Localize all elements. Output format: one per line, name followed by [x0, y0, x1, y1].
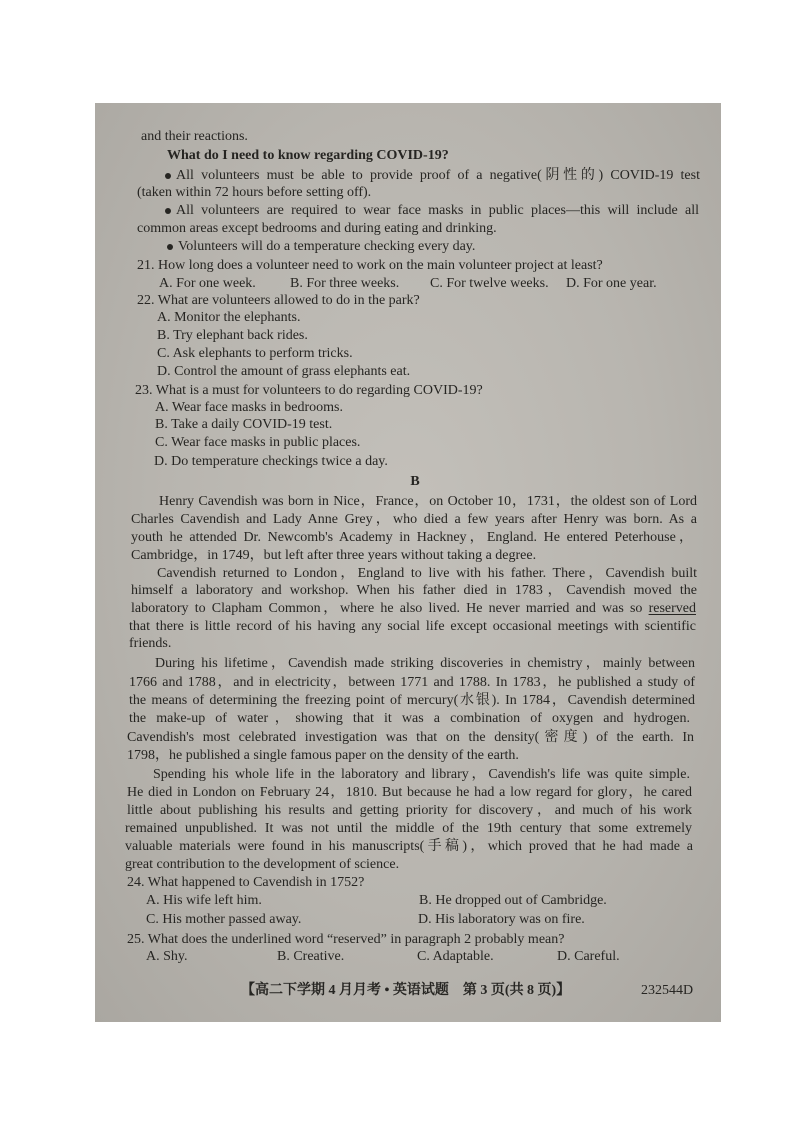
covid-bullet-2-line-1: All volunteers are required to wear face masks in public places—this will include all — [176, 203, 699, 218]
section-b-label: B — [410, 474, 420, 489]
question-23-option-c: C. Wear face masks in public places. — [155, 435, 361, 450]
bullet-icon — [165, 208, 171, 214]
question-23-option-b: B. Take a daily COVID-19 test. — [155, 417, 333, 432]
passage-b-p4-line-3: little about publishing his results and getting priority for discovery，and much of his work — [127, 803, 692, 818]
passage-b-p2-line-3-text: laboratory to Clapham Common，where he also lived. He never married and was so — [131, 601, 649, 616]
paper-code: 232544D — [641, 983, 694, 998]
passage-b-p1-line-3: youth he attended Dr. Newcomb's Academy in Hackney，England. He entered Peterhouse， — [131, 530, 693, 545]
question-23-option-a: A. Wear face masks in bedrooms. — [155, 400, 343, 415]
covid-bullet-1-line-2: (taken within 72 hours before setting off). — [137, 185, 372, 200]
question-25-option-b: B. Creative. — [277, 949, 345, 964]
question-22-option-c: C. Ask elephants to perform tricks. — [157, 346, 353, 361]
question-22-option-a: A. Monitor the elephants. — [157, 310, 301, 325]
question-23-stem: 23. What is a must for volunteers to do regarding COVID-19? — [135, 383, 483, 398]
question-24-option-b: B. He dropped out of Cambridge. — [419, 893, 607, 908]
covid-heading: What do I need to know regarding COVID-19? — [167, 148, 449, 163]
passage-b-p3-line-2: 1766 and 1788，and in electricity，between 1771 and 1788. In 1783，he published a study of — [129, 675, 695, 690]
underlined-word-reserved: reserved — [648, 601, 696, 616]
question-25-stem: 25. What does the underlined word “reserved” in paragraph 2 probably mean? — [127, 932, 565, 947]
question-21-option-b: B. For three weeks. — [290, 276, 400, 291]
question-24-option-a: A. His wife left him. — [146, 893, 262, 908]
covid-bullet-3-line-1: Volunteers will do a temperature checking every day. — [178, 239, 476, 254]
passage-b-p3-line-1: During his lifetime，Cavendish made striking discoveries in chemistry，mainly between — [155, 656, 695, 671]
passage-b-p2-line-2: himself a laboratory and workshop. When his father died in 1783，Cavendish moved the — [131, 583, 697, 598]
passage-b-p1-line-4: Cambridge，in 1749，but left after three years without taking a degree. — [131, 548, 537, 563]
question-25-option-d: D. Careful. — [557, 949, 620, 964]
passage-b-p1-line-2: Charles Cavendish and Lady Anne Grey，who died a few years after Henry was born. As a — [131, 512, 697, 527]
question-25-option-c: C. Adaptable. — [417, 949, 494, 964]
question-23-option-d: D. Do temperature checkings twice a day. — [154, 454, 388, 469]
question-21-stem: 21. How long does a volunteer need to work on the main volunteer project at least? — [137, 258, 603, 273]
question-21-option-d: D. For one year. — [566, 276, 657, 291]
question-25-option-a: A. Shy. — [146, 949, 188, 964]
question-22-option-b: B. Try elephant back rides. — [157, 328, 308, 343]
passage-b-p4-line-1: Spending his whole life in the laboratory and library，Cavendish's life was quite simple. — [153, 767, 690, 782]
bullet-icon — [167, 244, 173, 250]
passage-b-p4-line-5: valuable materials were found in his manuscripts(手稿)，which proved that he had made a — [125, 839, 693, 854]
passage-a-last-line: and their reactions. — [141, 129, 248, 144]
passage-b-p2-line-1: Cavendish returned to London，England to live with his father. There，Cavendish built — [157, 566, 697, 581]
passage-b-p3-line-3: the means of determining the freezing point of mercury(水银). In 1784，Cavendish determined — [129, 693, 695, 708]
question-22-option-d: D. Control the amount of grass elephants eat. — [157, 364, 411, 379]
page-footer-title: 【高二下学期 4 月月考 • 英语试题 第 3 页(共 8 页)】 — [241, 983, 571, 998]
question-24-option-c: C. His mother passed away. — [146, 912, 302, 927]
passage-b-p1-line-1: Henry Cavendish was born in Nice，France，on October 10，1731，the oldest son of Lord — [159, 494, 697, 509]
question-21-option-a: A. For one week. — [159, 276, 256, 291]
covid-bullet-2-line-2: common areas except bedrooms and during eating and drinking. — [137, 221, 497, 236]
passage-b-p2-line-5: friends. — [129, 636, 172, 651]
passage-b-p4-line-4: remained unpublished. It was not until the middle of the 19th century that some extremely — [125, 821, 692, 836]
passage-b-p4-line-2: He died in London on February 24，1810. But because he had a low regard for glory，he cared — [127, 785, 692, 800]
question-24-stem: 24. What happened to Cavendish in 1752? — [127, 875, 365, 890]
passage-b-p4-line-6: great contribution to the development of science. — [125, 857, 400, 872]
passage-b-p3-line-6: 1798，he published a single famous paper on the density of the earth. — [127, 748, 519, 763]
question-21-option-c: C. For twelve weeks. — [430, 276, 549, 291]
passage-b-p2-line-4: that there is little record of his having any social life except occasional meetings with scientific — [129, 619, 696, 634]
bullet-icon — [165, 173, 171, 179]
question-24-option-d: D. His laboratory was on fire. — [418, 912, 585, 927]
passage-b-p3-line-4: the make-up of water，showing that it was a combination of oxygen and hydrogen. — [129, 711, 690, 726]
covid-bullet-1-line-1: All volunteers must be able to provide proof of a negative(阴性的) COVID-19 test — [176, 168, 700, 183]
question-22-stem: 22. What are volunteers allowed to do in the park? — [137, 293, 420, 308]
passage-b-p2-line-3 — [131, 600, 696, 618]
passage-b-p3-line-5: Cavendish's most celebrated investigation was that on the density(密度) of the earth. In — [127, 730, 694, 745]
